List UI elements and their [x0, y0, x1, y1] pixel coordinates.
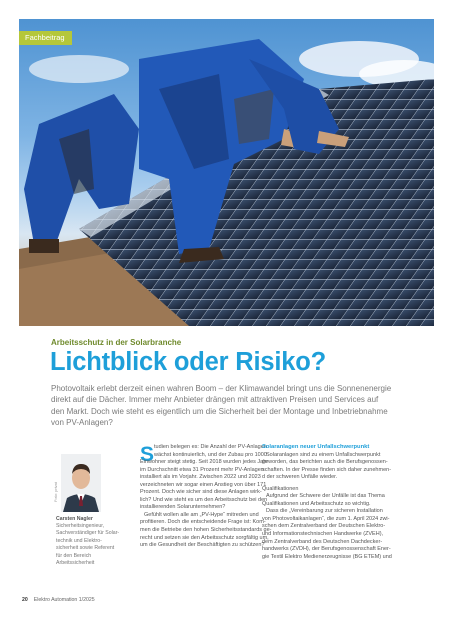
- body-line: schaften. In der Presse finden sich daher zunehmen-: [262, 466, 392, 473]
- subheading: Qualifikationen: [262, 485, 299, 492]
- lead-line: Photovoltaik erlebt derzeit einen wahren Boom – der Klimawandel bringt uns die Sonnenenergie: [51, 384, 392, 393]
- body-line: men die Betriebe den hohen Sicherheitsstandards ge-: [140, 527, 272, 534]
- hero-photo: [19, 19, 434, 326]
- body-line: um die Gesundheit der Beschäftigten zu schützen?: [140, 542, 265, 549]
- body-line: dem Zentralverband des Deutschen Dachdecker-: [262, 538, 383, 545]
- body-line: von Photovoltaikanlagen“, die zum 1. April 2024 zwi-: [262, 515, 390, 522]
- lead-paragraph: [51, 383, 403, 428]
- body-line: d der schweren Unfälle wieder.: [262, 474, 338, 481]
- body-line: recht und setzen sie den Arbeitsschutz sorgfältig um,: [140, 534, 269, 541]
- magazine-name: Elektro Automation 1/2025: [33, 597, 95, 603]
- section-tag: Fachbeitrag: [19, 31, 72, 45]
- author-box: [51, 444, 136, 584]
- author-portrait: [61, 454, 101, 512]
- photo-credit: Foto: privat: [53, 481, 58, 502]
- body-line: Gefühlt wollen alle am „PV-Hype“ mitreden und: [144, 511, 259, 518]
- lead-line: den Markt. Doch wie steht es eigentlich um die Sicherheit bei der Montage und Inbetriebnahme: [51, 406, 388, 416]
- body-line: geworden, das berichten auch die Berufsgenossen-: [262, 459, 388, 466]
- body-line: verzeichneten wir sogar einen Anstieg von über 171: [140, 481, 267, 488]
- lead-line: direkt auf die Dächer. Immer mehr Anbieter drängen mit attraktiven Preisen und Services auf: [51, 395, 379, 405]
- body-line: Einwohner steigt stetig. Seit 2018 wurden jedes Jahr: [140, 459, 269, 466]
- body-line: schen dem Zentralverband der Deutschen Elektro-: [262, 523, 386, 530]
- author-bio-line: für den Bereich: [56, 552, 92, 559]
- body-line: wächst kontinuierlich, und der Zubau pro 1000: [154, 451, 267, 458]
- author-bio-line: Arbeitssicherheit: [56, 560, 95, 567]
- body-line: Aufgrund der Schwere der Unfälle ist das Thema: [266, 493, 385, 500]
- body-line: installiert als im Vorjahr. Zwischen 2022 und 2023: [140, 474, 261, 481]
- body-line: lich? Und wie steht es um den Arbeitsschutz bei den: [140, 496, 268, 503]
- author-bio-line: Sicherheitsingenieur,: [56, 523, 105, 529]
- body-column-1: [140, 444, 272, 550]
- drop-cap: S: [140, 443, 155, 466]
- author-bio: [56, 523, 136, 567]
- body-line: installierenden Solarunternehmen?: [140, 504, 226, 511]
- body-line: Dass die „Vereinbarung zur sicheren Installation: [266, 508, 383, 515]
- author-bio-line: technik und Elektro-: [56, 537, 102, 544]
- author-bio-line: Sachverständiger für Solar-: [56, 530, 120, 537]
- body-line: Qualifikationen und Arbeitsschutz so wichtig.: [262, 500, 371, 507]
- subheading: Solaranlagen neuer Unfallschwerpunkt: [262, 444, 370, 450]
- author-bio-line: sicherheit sowie Referent: [56, 545, 115, 552]
- body-line: Prozent. Doch wie sicher sind diese Anlagen wirk-: [140, 489, 262, 496]
- body-line: Solaranlagen sind zu einem Unfallschwerpunkt: [266, 451, 381, 458]
- body-line: im Durchschnitt etwa 31 Prozent mehr PV-Anlagen: [140, 466, 264, 473]
- author-name: Carsten Nagler: [56, 516, 93, 522]
- body-line: und Informationstechnischen Handwerke (ZVEH),: [262, 531, 384, 538]
- kicker: Arbeitsschutz in der Solarbranche: [51, 338, 182, 347]
- page-number: 20: [22, 597, 28, 603]
- body-line: tudien belegen es: Die Anzahl der PV-Anlagen: [154, 444, 267, 450]
- lead-line: von PV-Anlagen?: [51, 417, 113, 427]
- body-line: profitieren. Doch die entscheidende Frage ist: Kom-: [140, 519, 266, 526]
- body-column-2: [262, 444, 392, 561]
- solar-installers-illustration: [19, 19, 434, 326]
- headline: Lichtblick oder Risiko?: [50, 348, 326, 376]
- body-line: handwerks (ZVDH), der Berufsgenossenschaft Ener-: [262, 546, 391, 553]
- page-footer: [22, 597, 95, 603]
- body-line: gie Textil Elektro Medienerzeugnisse (BG ETEM) und: [262, 553, 392, 560]
